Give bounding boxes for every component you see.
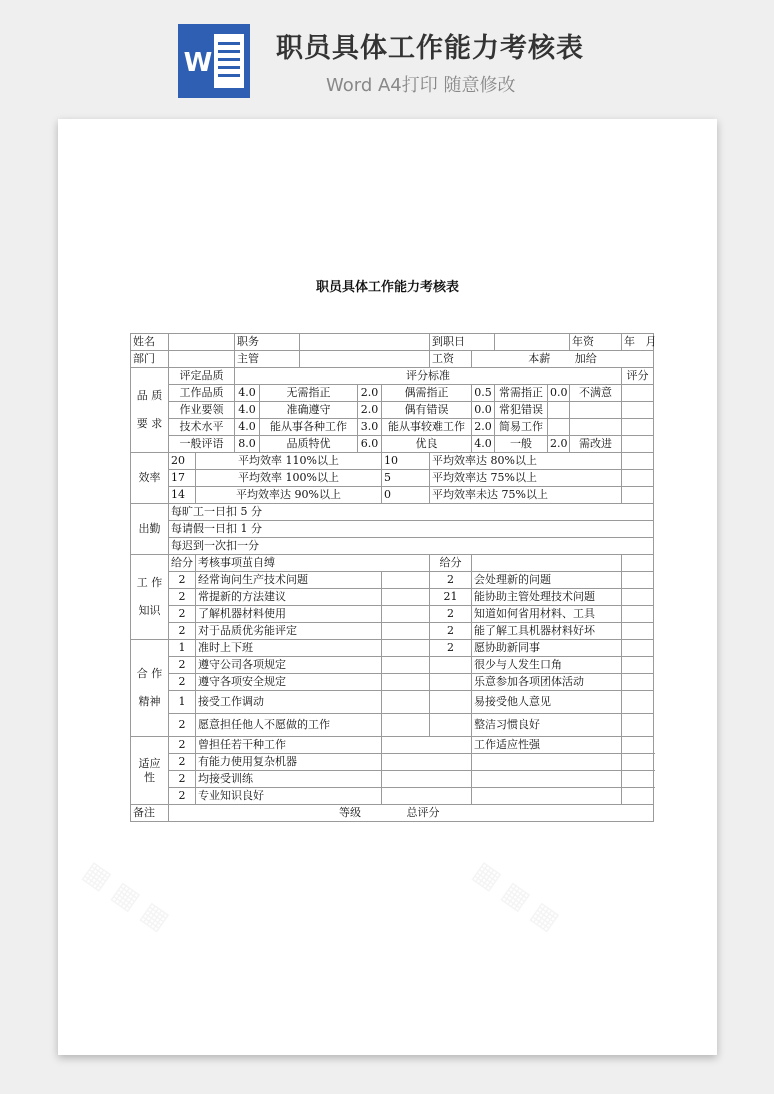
adaptability-item <box>472 771 622 788</box>
quality-item: 作业要领 <box>169 402 235 419</box>
cooperation-score-cell[interactable] <box>622 714 654 737</box>
cooperation-item: 愿意担任他人不愿做的工作 <box>196 714 382 737</box>
cooperation-points: 1 <box>169 640 196 657</box>
efficiency-points: 5 <box>382 470 430 487</box>
supervisor-value[interactable] <box>300 351 430 368</box>
cooperation-points <box>430 714 472 737</box>
word-icon <box>178 24 250 98</box>
efficiency-row <box>131 487 654 504</box>
quality-score-header: 评分 <box>622 368 654 385</box>
quality-item: 技术水平 <box>169 419 235 436</box>
knowledge-score-cell[interactable] <box>622 572 654 589</box>
efficiency-desc: 平均效率未达 75%以上 <box>430 487 622 504</box>
remark-label: 备注 <box>131 805 169 822</box>
knowledge-score-cell[interactable] <box>622 606 654 623</box>
seniority-label: 年资 <box>570 334 622 351</box>
knowledge-row <box>131 623 654 640</box>
quality-points: 2.0 <box>472 419 495 436</box>
adaptability-points: 2 <box>169 771 196 788</box>
cooperation-points: 2 <box>169 674 196 691</box>
cooperation-score-cell[interactable] <box>622 674 654 691</box>
quality-desc: 不满意 <box>570 385 622 402</box>
adaptability-points: 2 <box>169 737 196 754</box>
assessment-table <box>130 333 657 822</box>
name-label: 姓名 <box>131 334 169 351</box>
knowledge-item: 能协助主管处理技术问题 <box>472 589 622 606</box>
cooperation-points <box>430 657 472 674</box>
quality-desc <box>570 419 622 436</box>
quality-score-cell[interactable] <box>622 419 654 436</box>
salary-value: 本薪 加给 <box>472 351 654 368</box>
hire-date-value[interactable] <box>495 334 570 351</box>
cooperation-check[interactable] <box>382 674 430 691</box>
cooperation-row <box>131 714 654 737</box>
quality-score-cell[interactable] <box>622 385 654 402</box>
attendance-rule: 每迟到一次扣一分 <box>169 538 654 555</box>
cooperation-item: 遵守公司各项规定 <box>196 657 382 674</box>
efficiency-desc: 平均效率达 75%以上 <box>430 470 622 487</box>
attendance-rule: 每请假一日扣 1 分 <box>169 521 654 538</box>
knowledge-item: 了解机器材料使用 <box>196 606 382 623</box>
efficiency-score-cell[interactable] <box>622 470 654 487</box>
cooperation-points: 1 <box>169 691 196 714</box>
efficiency-score-cell[interactable] <box>622 487 654 504</box>
knowledge-points: 2 <box>169 623 196 640</box>
knowledge-section-label: 工 作 知识 <box>131 555 169 640</box>
quality-points: 2.0 <box>358 385 382 402</box>
footer-summary: 等级 总评分 <box>169 805 654 822</box>
adaptability-check[interactable] <box>382 788 472 805</box>
cooperation-check[interactable] <box>382 657 430 674</box>
efficiency-points: 20 <box>169 453 196 470</box>
quality-desc: 常需指正 <box>495 385 548 402</box>
efficiency-points: 0 <box>382 487 430 504</box>
quality-standard-header: 评分标准 <box>235 368 622 385</box>
knowledge-points: 2 <box>169 572 196 589</box>
adaptability-check[interactable] <box>382 771 472 788</box>
quality-desc: 能从事较难工作 <box>382 419 472 436</box>
adaptability-score-cell[interactable] <box>622 771 654 788</box>
info-row <box>131 351 654 368</box>
knowledge-check[interactable] <box>382 623 430 640</box>
adaptability-points: 2 <box>169 754 196 771</box>
adaptability-item: 曾担任若干种工作 <box>196 737 382 754</box>
dept-value[interactable] <box>169 351 235 368</box>
seniority-value[interactable]: 年 月 <box>622 334 654 351</box>
attendance-row <box>131 504 654 521</box>
quality-points: 4.0 <box>235 402 260 419</box>
quality-points <box>548 419 570 436</box>
supervisor-label: 主管 <box>235 351 300 368</box>
adaptability-row <box>131 737 654 754</box>
attendance-section-label: 出勤 <box>131 504 169 555</box>
knowledge-item: 能了解工具机器材料好坏 <box>472 623 622 640</box>
adaptability-item <box>472 788 622 805</box>
knowledge-row <box>131 572 654 589</box>
quality-desc <box>570 402 622 419</box>
adaptability-row <box>131 754 654 771</box>
adaptability-item <box>472 754 622 771</box>
efficiency-desc: 平均效率 110%以上 <box>196 453 382 470</box>
adaptability-score-cell[interactable] <box>622 754 654 771</box>
cooperation-row <box>131 691 654 714</box>
cooperation-row <box>131 674 654 691</box>
cooperation-check[interactable] <box>382 714 430 737</box>
efficiency-score-cell[interactable] <box>622 453 654 470</box>
cooperation-points: 2 <box>430 640 472 657</box>
cooperation-section-label: 合 作 精神 <box>131 640 169 737</box>
header-subtitle: Word A4打印 随意修改 <box>326 75 516 96</box>
quality-score-cell[interactable] <box>622 436 654 453</box>
cooperation-points <box>430 674 472 691</box>
position-label: 职务 <box>235 334 300 351</box>
cooperation-score-cell[interactable] <box>622 691 654 714</box>
knowledge-score-cell[interactable] <box>622 589 654 606</box>
cooperation-score-cell[interactable] <box>622 640 654 657</box>
quality-row <box>131 385 654 402</box>
knowledge-points: 21 <box>430 589 472 606</box>
quality-desc: 优良 <box>382 436 472 453</box>
knowledge-row <box>131 589 654 606</box>
knowledge-item-header: 考核事项茧自缚 <box>196 555 430 572</box>
dept-label: 部门 <box>131 351 169 368</box>
quality-row <box>131 402 654 419</box>
efficiency-desc: 平均效率 100%以上 <box>196 470 382 487</box>
quality-desc: 简易工作 <box>495 419 548 436</box>
knowledge-item: 对于品质优劣能评定 <box>196 623 382 640</box>
knowledge-blank <box>472 555 622 572</box>
quality-points: 0.0 <box>548 385 570 402</box>
knowledge-score-cell[interactable] <box>622 623 654 640</box>
quality-section-label: 品 质 要 求 <box>131 368 169 453</box>
quality-desc: 品质特优 <box>260 436 358 453</box>
cooperation-check[interactable] <box>382 691 430 714</box>
cooperation-item: 愿协助新同事 <box>472 640 622 657</box>
quality-row <box>131 436 654 453</box>
quality-points: 4.0 <box>235 419 260 436</box>
knowledge-points: 2 <box>169 606 196 623</box>
adaptability-check[interactable] <box>382 754 472 771</box>
quality-desc: 偶需指正 <box>382 385 472 402</box>
cooperation-points: 2 <box>169 657 196 674</box>
watermark <box>77 854 176 937</box>
knowledge-score-header: 给分 <box>169 555 196 572</box>
quality-points: 0.0 <box>472 402 495 419</box>
page-header <box>0 0 774 110</box>
knowledge-row <box>131 606 654 623</box>
quality-points: 4.0 <box>472 436 495 453</box>
cooperation-row <box>131 657 654 674</box>
quality-desc: 偶有错误 <box>382 402 472 419</box>
attendance-row <box>131 538 654 555</box>
quality-header-row <box>131 368 654 385</box>
quality-row <box>131 419 654 436</box>
quality-desc: 一般 <box>495 436 548 453</box>
adaptability-score-cell[interactable] <box>622 788 654 805</box>
quality-item-header: 评定品质 <box>169 368 235 385</box>
quality-points <box>548 402 570 419</box>
header-title: 职员具体工作能力考核表 <box>276 33 584 64</box>
cooperation-item: 乐意参加各项团体活动 <box>472 674 622 691</box>
cooperation-item: 很少与人发生口角 <box>472 657 622 674</box>
adaptability-item: 专业知识良好 <box>196 788 382 805</box>
adaptability-item: 工作适应性强 <box>472 737 622 754</box>
adaptability-item: 均接受训练 <box>196 771 382 788</box>
knowledge-points: 2 <box>169 589 196 606</box>
adaptability-section-label: 适应 性 <box>131 737 169 805</box>
knowledge-check[interactable] <box>382 589 430 606</box>
quality-desc: 准确遵守 <box>260 402 358 419</box>
knowledge-item: 知道如何省用材料、工具 <box>472 606 622 623</box>
efficiency-desc: 平均效率达 90%以上 <box>196 487 382 504</box>
knowledge-score-cell[interactable] <box>622 555 654 572</box>
adaptability-score-cell[interactable] <box>622 737 654 754</box>
efficiency-points: 17 <box>169 470 196 487</box>
knowledge-item: 常提新的方法建议 <box>196 589 382 606</box>
cooperation-item: 整洁习惯良好 <box>472 714 622 737</box>
cooperation-row <box>131 640 654 657</box>
salary-label: 工资 <box>430 351 472 368</box>
quality-points: 0.5 <box>472 385 495 402</box>
adaptability-check[interactable] <box>382 737 472 754</box>
knowledge-points: 2 <box>430 606 472 623</box>
cooperation-score-cell[interactable] <box>622 657 654 674</box>
quality-score-cell[interactable] <box>622 402 654 419</box>
svg-text:W: W <box>183 48 213 78</box>
quality-points: 2.0 <box>358 402 382 419</box>
quality-points: 6.0 <box>358 436 382 453</box>
position-value[interactable] <box>300 334 430 351</box>
quality-desc: 需改进 <box>570 436 622 453</box>
adaptability-row <box>131 771 654 788</box>
cooperation-check[interactable] <box>382 640 430 657</box>
name-value[interactable] <box>169 334 235 351</box>
knowledge-check[interactable] <box>382 572 430 589</box>
hire-date-label: 到职日 <box>430 334 495 351</box>
cooperation-points: 2 <box>169 714 196 737</box>
quality-points: 3.0 <box>358 419 382 436</box>
efficiency-section-label: 效率 <box>131 453 169 504</box>
knowledge-header-row <box>131 555 654 572</box>
efficiency-row <box>131 453 654 470</box>
knowledge-score-header: 给分 <box>430 555 472 572</box>
knowledge-points: 2 <box>430 572 472 589</box>
cooperation-item: 易接受他人意见 <box>472 691 622 714</box>
quality-item: 一般评语 <box>169 436 235 453</box>
knowledge-points: 2 <box>430 623 472 640</box>
footer-row <box>131 805 654 822</box>
attendance-row <box>131 521 654 538</box>
efficiency-desc: 平均效率达 80%以上 <box>430 453 622 470</box>
quality-points: 2.0 <box>548 436 570 453</box>
info-row <box>131 334 654 351</box>
knowledge-item: 经常询问生产技术问题 <box>196 572 382 589</box>
quality-desc: 无需指正 <box>260 385 358 402</box>
attendance-rule: 每旷工一日扣 5 分 <box>169 504 654 521</box>
cooperation-item: 遵守各项安全规定 <box>196 674 382 691</box>
knowledge-check[interactable] <box>382 606 430 623</box>
quality-desc: 常犯错误 <box>495 402 548 419</box>
cooperation-item: 准时上下班 <box>196 640 382 657</box>
cooperation-item: 接受工作调动 <box>196 691 382 714</box>
adaptability-points: 2 <box>169 788 196 805</box>
quality-item: 工作品质 <box>169 385 235 402</box>
efficiency-row <box>131 470 654 487</box>
adaptability-item: 有能力使用复杂机器 <box>196 754 382 771</box>
cooperation-points <box>430 691 472 714</box>
document-title: 职员具体工作能力考核表 <box>315 280 459 295</box>
quality-points: 4.0 <box>235 385 260 402</box>
adaptability-row <box>131 788 654 805</box>
efficiency-points: 10 <box>382 453 430 470</box>
watermark <box>467 854 566 937</box>
document-page <box>58 119 717 1055</box>
quality-desc: 能从事各种工作 <box>260 419 358 436</box>
efficiency-points: 14 <box>169 487 196 504</box>
quality-points: 8.0 <box>235 436 260 453</box>
knowledge-item: 会处理新的问题 <box>472 572 622 589</box>
